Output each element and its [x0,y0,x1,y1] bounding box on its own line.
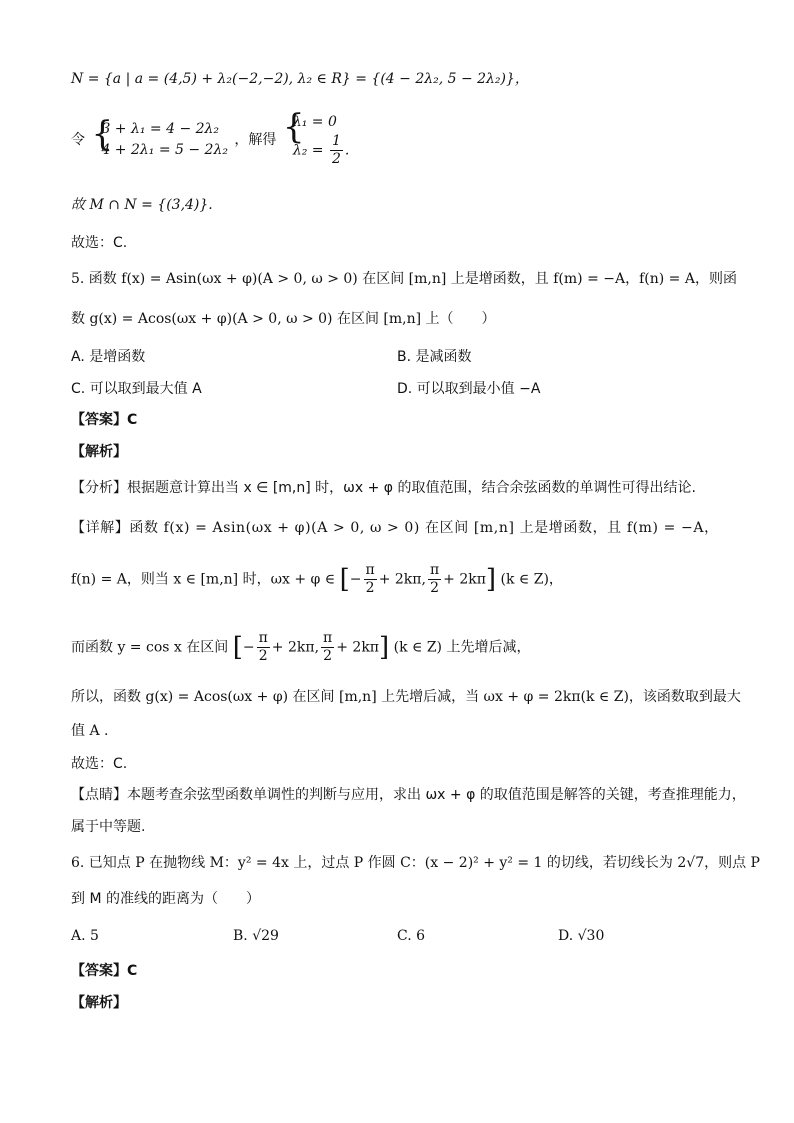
solution-2: λ₂ = $\frac{1}{2}$ . [292,133,350,167]
choose-line-2: 故选：C. [71,756,128,772]
q5-option-c: C. 可以取到最大值 A [71,381,202,397]
solution-1: λ₁ = 0 [292,114,337,130]
q6-option-a: A. 5 [71,928,99,944]
q5-detail-line-3: 而函数 y = cos x 在区间 [− $\frac{\pi}{2}$ + 2kπ, $\frac{\pi}{2}$ + 2kπ] (k ∈ Z) 上先增后减， [71,630,531,664]
fraction-pi-over-2: $\frac{\pi}{2}$ [365,562,375,596]
q5-option-a: A. 是增函数 [71,349,146,365]
q6-option-b: B. √29 [233,928,279,944]
q6-option-d: D. √30 [558,928,605,944]
q5-answer: 【答案】C [71,412,138,428]
q5-fenxi: 【分析】根据题意计算出当 x ∈ [m,n] 时，ωx + φ 的取值范围，结合余弦函数的单调性可得出结论. [71,480,696,496]
equation-2: 4 + 2λ₁ = 5 − 2λ₂ [101,141,228,158]
q6-option-c: C. 6 [397,928,426,944]
q5-detail-line-1: 【详解】函数 f(x) = Asin(ωx + φ)(A > 0, ω > 0) 在区间 [m,n] 上是增函数，且 f(m) = −A， [71,520,719,536]
choose-line-1: 故选：C. [71,235,128,251]
equation-system-1: { 3 + λ₁ = 4 − 2λ₂ 4 + 2λ₁ = 5 − 2λ₂ [91,119,228,161]
q5-stem-line-1: 5. 函数 f(x) = Asin(ωx + φ)(A > 0, ω > 0) 在区间 [m,n] 上是增函数，且 f(m) = −A，f(n) = A，则函 [71,271,737,287]
equation-1: 3 + λ₁ = 4 − 2λ₂ [101,120,220,137]
q6-stem-line-2: 到 M 的准线的距离为（ ） [71,891,260,907]
q5-option-b: B. 是减函数 [397,349,472,365]
q5-detail-line-4: 所以，函数 g(x) = Acos(ωx + φ) 在区间 [m,n] 上先增后减，当 ωx + φ = 2kπ(k ∈ Z)，该函数取到最大 [71,689,741,705]
q6-analysis-heading: 【解析】 [71,995,127,1011]
ling-label: 令 [71,131,85,148]
n-set-line: N = {a | a = (4,5) + λ₂(−2,−2), λ₂ ∈ R} = {(4 − 2λ₂, 5 − 2λ₂)}， [71,71,529,87]
equation-system-2: { λ₁ = 0 λ₂ = $\frac{1}{2}$ . [282,107,350,167]
fraction-pi-over-2: $\frac{\pi}{2}$ [323,630,333,664]
q5-dianjing-line-1: 【点睛】本题考查余弦型函数单调性的判断与应用，求出 ωx + φ 的取值范围是解答的关键，考查推理能力， [71,787,746,803]
fraction-half: $\frac{1}{2}$ [331,133,341,167]
q5-option-d: D. 可以取到最小值 −A [397,381,541,397]
q5-dianjing-line-2: 属于中等题. [71,819,146,835]
fraction-pi-over-2: $\frac{\pi}{2}$ [429,562,440,596]
q5-analysis-heading: 【解析】 [71,444,127,460]
q6-stem-line-1: 6. 已知点 P 在抛物线 M：y² = 4x 上，过点 P 作圆 C：(x − 2)² + y² = 1 的切线，若切线长为 2√7，则点 P [71,855,760,871]
q5-detail-line-2: f(n) = A，则当 x ∈ [m,n] 时，ωx + φ ∈ [− $\frac{\pi}{2}$ + 2kπ, $\frac{\pi}{2}$ + 2kπ] (k ∈ Z)， [71,562,563,596]
q6-answer: 【答案】C [71,963,138,979]
jiede-label: ，解得 [234,131,277,148]
system-line [71,107,351,168]
q5-stem-line-2: 数 g(x) = Acos(ωx + φ)(A > 0, ω > 0) 在区间 [m,n] 上（ ） [71,311,496,327]
intersection-line: 故 M ∩ N = {(3,4)}. [71,197,213,213]
q5-detail-line-5: 值 A . [71,723,109,739]
fraction-pi-over-2: $\frac{\pi}{2}$ [258,630,268,664]
